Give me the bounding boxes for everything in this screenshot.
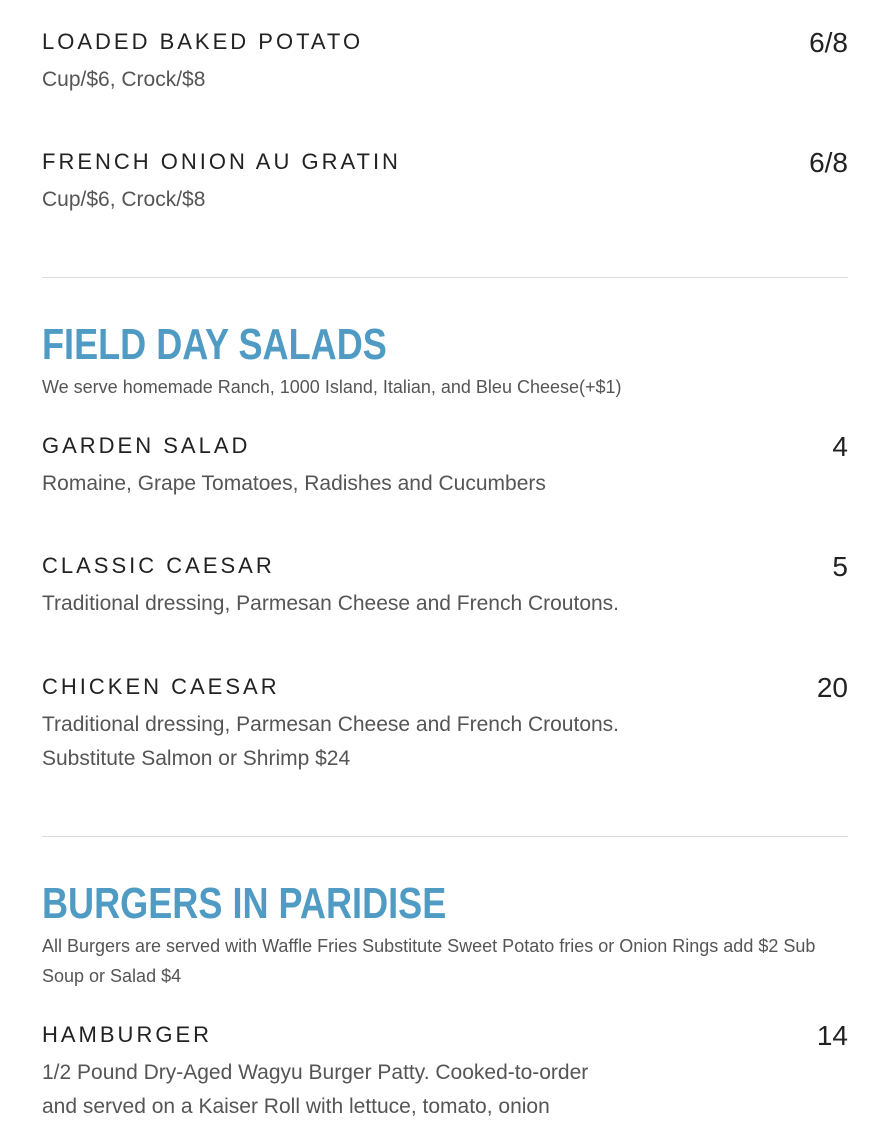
menu-item-hamburger: [42, 1021, 848, 1124]
item-description: Cup/$6, Crock/$8: [42, 188, 206, 211]
item-name: HAMBURGER: [42, 1022, 213, 1047]
item-name: FRENCH ONION AU GRATIN: [42, 149, 401, 174]
menu-item-loaded-baked-potato: [42, 28, 848, 97]
item-description: Romaine, Grape Tomatoes, Radishes and Cucumbers: [42, 472, 546, 495]
menu-item-garden-salad: [42, 432, 848, 501]
section-title: FIELD DAY SALADS: [42, 320, 387, 369]
item-name: CHICKEN CAESAR: [42, 674, 280, 699]
section-header-salads: [42, 320, 848, 402]
item-price: 6/8: [809, 27, 848, 58]
item-name: GARDEN SALAD: [42, 433, 251, 458]
item-name: LOADED BAKED POTATO: [42, 29, 364, 54]
section-divider: [42, 277, 848, 278]
section-divider: [42, 836, 848, 837]
section-note: We serve homemade Ranch, 1000 Island, Italian, and Bleu Cheese(+$1): [42, 377, 622, 397]
item-name: CLASSIC CAESAR: [42, 553, 275, 578]
menu-item-french-onion-au-gratin: [42, 148, 848, 217]
item-description: Traditional dressing, Parmesan Cheese and French Croutons.: [42, 592, 620, 615]
section-title: BURGERS IN PARIDISE: [42, 879, 447, 928]
item-description: Cup/$6, Crock/$8: [42, 68, 206, 91]
item-price: 6/8: [809, 147, 848, 178]
menu-item-classic-caesar: [42, 552, 848, 621]
menu-item-chicken-caesar: [42, 673, 848, 776]
item-price: 14: [816, 1020, 848, 1051]
section-header-burgers: [42, 879, 848, 991]
section-note: All Burgers are served with Waffle Fries Substitute Sweet Potato fries or Onion Rings add $2 Sub Soup or Salad $4: [42, 936, 816, 986]
item-description: 1/2 Pound Dry-Aged Wagyu Burger Patty. Cooked-to-order and served on a Kaiser Roll with lettuce, tomato, onion: [42, 1061, 589, 1118]
item-price: 4: [832, 431, 848, 462]
item-description: Traditional dressing, Parmesan Cheese and French Croutons. Substitute Salmon or Shrimp $24: [42, 713, 620, 770]
item-price: 5: [832, 551, 848, 582]
item-price: 20: [816, 672, 848, 703]
